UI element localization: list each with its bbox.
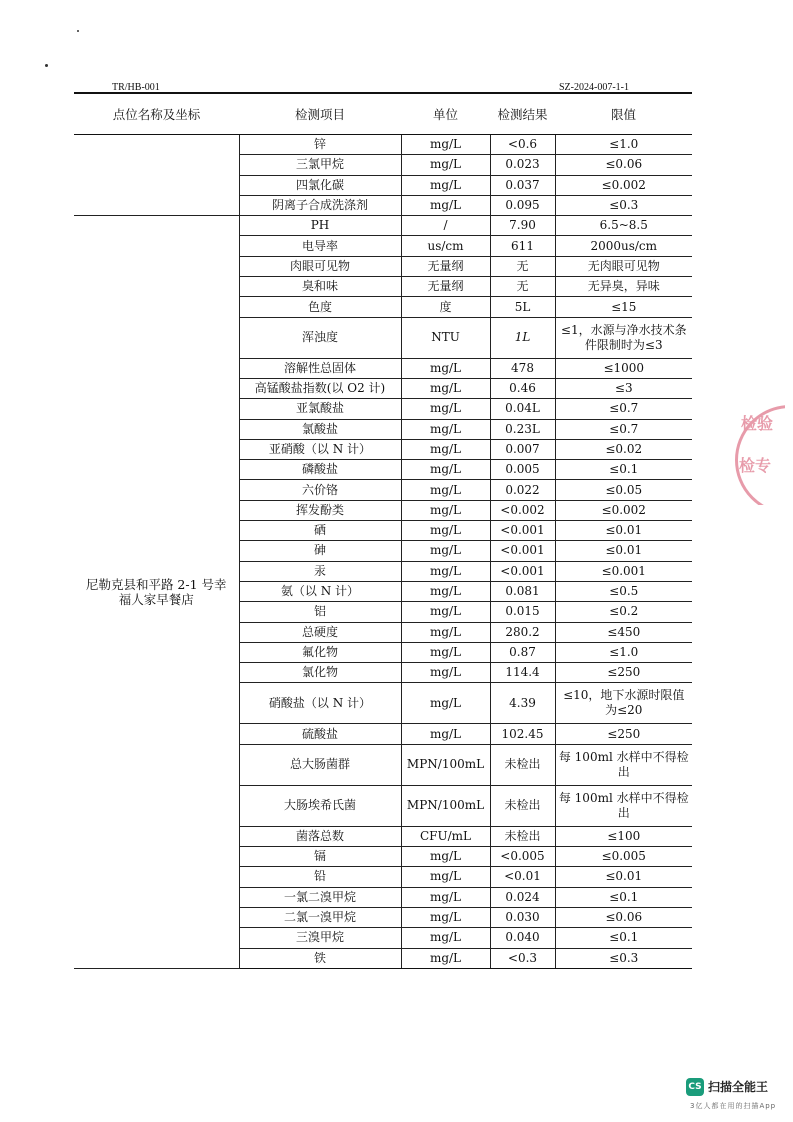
scan-speck	[45, 64, 48, 67]
result-cell: 未检出	[490, 744, 555, 785]
unit-cell: mg/L	[401, 724, 490, 744]
result-cell: 0.040	[490, 928, 555, 948]
limit-cell: ≤0.01	[555, 521, 692, 541]
item-cell: 色度	[239, 297, 401, 317]
location-line-2: 福人家早餐店	[118, 591, 194, 607]
unit-cell: 度	[401, 297, 490, 317]
report-number: SZ-2024-007-1-1	[559, 82, 629, 93]
unit-cell: mg/L	[401, 541, 490, 561]
result-cell: 0.005	[490, 460, 555, 480]
item-cell: 磷酸盐	[239, 460, 401, 480]
unit-cell: mg/L	[401, 683, 490, 724]
item-cell: 四氯化碳	[239, 175, 401, 195]
item-cell: 硒	[239, 521, 401, 541]
result-cell: 0.081	[490, 581, 555, 601]
item-cell: 一氯二溴甲烷	[239, 887, 401, 907]
unit-cell: mg/L	[401, 195, 490, 215]
limit-cell: ≤250	[555, 724, 692, 744]
item-cell: 二氯一溴甲烷	[239, 907, 401, 927]
unit-cell: MPN/100mL	[401, 744, 490, 785]
unit-cell: mg/L	[401, 561, 490, 581]
result-cell: 280.2	[490, 622, 555, 642]
table-header-row	[74, 93, 692, 135]
limit-cell: 6.5~8.5	[555, 216, 692, 236]
item-cell: 挥发酚类	[239, 500, 401, 520]
unit-cell: mg/L	[401, 480, 490, 500]
unit-cell: mg/L	[401, 419, 490, 439]
limit-cell: ≤0.3	[555, 948, 692, 968]
result-cell: <0.005	[490, 847, 555, 867]
limit-cell: ≤1.0	[555, 642, 692, 662]
item-cell: 臭和味	[239, 277, 401, 297]
limit-cell: ≤0.001	[555, 561, 692, 581]
unit-cell: mg/L	[401, 175, 490, 195]
location-line-1: 尼勒克县和平路 2-1 号幸	[85, 576, 227, 592]
test-results-table	[74, 92, 692, 969]
item-cell: 镉	[239, 847, 401, 867]
limit-cell: ≤1.0	[555, 135, 692, 155]
item-cell: 铅	[239, 867, 401, 887]
result-cell: 未检出	[490, 785, 555, 826]
unit-cell: mg/L	[401, 500, 490, 520]
result-cell: 102.45	[490, 724, 555, 744]
unit-cell: mg/L	[401, 135, 490, 155]
limit-cell: ≤10，地下水源时限值为≤20	[555, 683, 692, 724]
limit-cell: ≤0.01	[555, 541, 692, 561]
unit-cell: mg/L	[401, 358, 490, 378]
unit-cell: mg/L	[401, 887, 490, 907]
result-cell: 0.87	[490, 642, 555, 662]
unit-cell: NTU	[401, 317, 490, 358]
result-cell: 0.037	[490, 175, 555, 195]
item-cell: 氟化物	[239, 642, 401, 662]
unit-cell: mg/L	[401, 155, 490, 175]
item-cell: 六价铬	[239, 480, 401, 500]
limit-cell: ≤0.5	[555, 581, 692, 601]
unit-cell: CFU/mL	[401, 826, 490, 846]
limit-cell: 2000us/cm	[555, 236, 692, 256]
result-cell: 0.46	[490, 378, 555, 398]
seal-text-upper: 检验	[741, 414, 774, 433]
unit-cell: mg/L	[401, 521, 490, 541]
result-cell: <0.001	[490, 541, 555, 561]
result-cell: 5L	[490, 297, 555, 317]
result-cell: 0.015	[490, 602, 555, 622]
item-cell: 阴离子合成洗涤剂	[239, 195, 401, 215]
unit-cell: mg/L	[401, 847, 490, 867]
item-cell: 电导率	[239, 236, 401, 256]
unit-cell: mg/L	[401, 399, 490, 419]
result-cell: 0.04L	[490, 399, 555, 419]
result-cell: 0.030	[490, 907, 555, 927]
item-cell: 溶解性总固体	[239, 358, 401, 378]
limit-cell: 无异臭，异味	[555, 277, 692, 297]
col-header-limit: 限值	[555, 93, 692, 135]
result-cell: 114.4	[490, 663, 555, 683]
location-cell	[74, 216, 239, 969]
col-header-item: 检测项目	[239, 93, 401, 135]
limit-cell: ≤0.002	[555, 175, 692, 195]
result-cell: <0.002	[490, 500, 555, 520]
result-cell: <0.3	[490, 948, 555, 968]
limit-cell: ≤0.005	[555, 847, 692, 867]
document-code: TR/HB-001	[112, 82, 160, 93]
unit-cell: mg/L	[401, 948, 490, 968]
watermark-tagline: 3亿人都在用的扫描App	[690, 1102, 777, 1110]
result-cell: 1L	[490, 317, 555, 358]
limit-cell: 每 100ml 水样中不得检出	[555, 744, 692, 785]
item-cell: 硫酸盐	[239, 724, 401, 744]
item-cell: 氯酸盐	[239, 419, 401, 439]
limit-cell: ≤3	[555, 378, 692, 398]
item-cell: 锌	[239, 135, 401, 155]
limit-cell: ≤0.01	[555, 867, 692, 887]
item-cell: 汞	[239, 561, 401, 581]
result-cell: 0.023	[490, 155, 555, 175]
limit-cell: ≤0.06	[555, 155, 692, 175]
item-cell: 三溴甲烷	[239, 928, 401, 948]
camscanner-logo-icon: CS	[686, 1078, 704, 1096]
unit-cell: 无量纲	[401, 256, 490, 276]
result-cell: 7.90	[490, 216, 555, 236]
col-header-unit: 单位	[401, 93, 490, 135]
limit-cell: ≤0.05	[555, 480, 692, 500]
result-cell: <0.6	[490, 135, 555, 155]
result-cell: 0.007	[490, 439, 555, 459]
limit-cell: ≤450	[555, 622, 692, 642]
col-header-location: 点位名称及坐标	[74, 93, 239, 135]
item-cell: PH	[239, 216, 401, 236]
item-cell: 肉眼可见物	[239, 256, 401, 276]
table-row	[74, 135, 692, 155]
result-cell: 0.095	[490, 195, 555, 215]
item-cell: 浑浊度	[239, 317, 401, 358]
result-cell: <0.001	[490, 561, 555, 581]
limit-cell: ≤0.1	[555, 887, 692, 907]
limit-cell: ≤0.1	[555, 928, 692, 948]
watermark-app-name: 扫描全能王	[708, 1080, 769, 1094]
result-cell: 0.022	[490, 480, 555, 500]
unit-cell: mg/L	[401, 622, 490, 642]
limit-cell: 无肉眼可见物	[555, 256, 692, 276]
limit-cell: ≤0.7	[555, 419, 692, 439]
limit-cell: ≤0.2	[555, 602, 692, 622]
item-cell: 砷	[239, 541, 401, 561]
item-cell: 大肠埃希氏菌	[239, 785, 401, 826]
unit-cell: us/cm	[401, 236, 490, 256]
unit-cell: mg/L	[401, 642, 490, 662]
item-cell: 铁	[239, 948, 401, 968]
item-cell: 高锰酸盐指数(以 O2 计)	[239, 378, 401, 398]
unit-cell: 无量纲	[401, 277, 490, 297]
result-cell: 478	[490, 358, 555, 378]
col-header-result: 检测结果	[490, 93, 555, 135]
limit-cell: ≤100	[555, 826, 692, 846]
unit-cell: MPN/100mL	[401, 785, 490, 826]
inspection-seal	[735, 405, 785, 505]
limit-cell: ≤0.06	[555, 907, 692, 927]
unit-cell: mg/L	[401, 439, 490, 459]
scan-speck	[77, 30, 79, 32]
result-cell: 0.024	[490, 887, 555, 907]
item-cell: 菌落总数	[239, 826, 401, 846]
unit-cell: mg/L	[401, 663, 490, 683]
unit-cell: mg/L	[401, 378, 490, 398]
location-cell-continued	[74, 135, 239, 216]
item-cell: 亚硝酸（以 N 计）	[239, 439, 401, 459]
unit-cell: mg/L	[401, 460, 490, 480]
item-cell: 铝	[239, 602, 401, 622]
unit-cell: mg/L	[401, 907, 490, 927]
unit-cell: /	[401, 216, 490, 236]
result-cell: 无	[490, 277, 555, 297]
item-cell: 总硬度	[239, 622, 401, 642]
result-cell: 未检出	[490, 826, 555, 846]
limit-cell: 每 100ml 水样中不得检出	[555, 785, 692, 826]
result-cell: 0.23L	[490, 419, 555, 439]
result-cell: 4.39	[490, 683, 555, 724]
item-cell: 三氯甲烷	[239, 155, 401, 175]
item-cell: 亚氯酸盐	[239, 399, 401, 419]
item-cell: 总大肠菌群	[239, 744, 401, 785]
limit-cell: ≤15	[555, 297, 692, 317]
item-cell: 氨（以 N 计）	[239, 581, 401, 601]
result-cell: 611	[490, 236, 555, 256]
result-cell: 无	[490, 256, 555, 276]
table-row	[74, 216, 692, 236]
unit-cell: mg/L	[401, 602, 490, 622]
limit-cell: ≤0.7	[555, 399, 692, 419]
limit-cell: ≤250	[555, 663, 692, 683]
limit-cell: ≤1，水源与净水技术条件限制时为≤3	[555, 317, 692, 358]
limit-cell: ≤0.3	[555, 195, 692, 215]
limit-cell: ≤0.002	[555, 500, 692, 520]
seal-text-lower: 检专	[739, 456, 772, 475]
result-cell: <0.01	[490, 867, 555, 887]
unit-cell: mg/L	[401, 928, 490, 948]
item-cell: 硝酸盐（以 N 计）	[239, 683, 401, 724]
unit-cell: mg/L	[401, 867, 490, 887]
limit-cell: ≤0.02	[555, 439, 692, 459]
result-cell: <0.001	[490, 521, 555, 541]
limit-cell: ≤0.1	[555, 460, 692, 480]
limit-cell: ≤1000	[555, 358, 692, 378]
item-cell: 氯化物	[239, 663, 401, 683]
unit-cell: mg/L	[401, 581, 490, 601]
